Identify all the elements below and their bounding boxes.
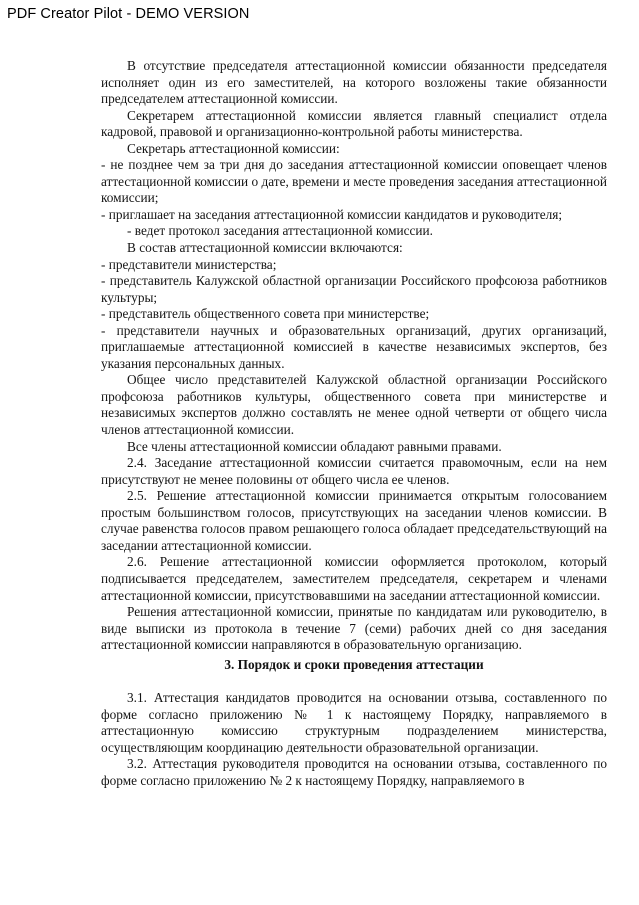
list-item-notify-members: - не позднее чем за три дня до заседания аттестационной комиссии оповещает членов аттестационной комиссии о дате, времени и месте проведения заседания аттестационной комиссии; <box>101 157 607 206</box>
clause-3-1: 3.1. Аттестация кандидатов проводится на основании отзыва, составленного по форме согласно приложению № 1 к настоящему Порядку, направляемого в аттестационную комиссию структурным подразделением министерства, осуществляющим координацию деятельности образовательной организации. <box>101 690 607 755</box>
paragraph-secretary-appointment: Секретарем аттестационной комиссии является главный специалист отдела кадровой, правовой и организационно-контрольной работы министерства. <box>101 107 607 140</box>
list-item-public-council-representative: - представитель общественного совета при министерстве; <box>101 306 430 322</box>
demo-watermark: PDF Creator Pilot - DEMO VERSION <box>7 6 250 22</box>
paragraph-quarter-requirement: Общее число представителей Калужской областной организации Российского профсоюза работников культуры, общественного совета при министерстве и независимых экспертов должно составлять не менее одной четверти от общего числа членов аттестационной комиссии. <box>101 372 607 438</box>
document-page <box>101 58 607 790</box>
paragraph-secretary-duties-intro: Секретарь аттестационной комиссии: <box>127 140 340 156</box>
paragraph-equal-rights: Все члены аттестационной комиссии обладают равными правами. <box>127 438 502 454</box>
clause-2-6: 2.6. Решение аттестационной комиссии оформляется протоколом, который подписывается председателем, заместителем председателя, секретарем и членами аттестационной комиссии, присутствовавшими на заседании аттестационной комиссии. <box>101 554 607 603</box>
list-item-ministry-representatives: - представители министерства; <box>101 256 277 272</box>
clause-2-4: 2.4. Заседание аттестационной комиссии считается правомочным, если на нем присутствуют не менее половины от общего числа ее членов. <box>101 455 607 487</box>
list-item-independent-experts: - представители научных и образовательных организаций, других организаций, приглашаемые аттестационной комиссией в качестве независимых экспертов, без указания персональных данных. <box>101 322 607 371</box>
paragraph-decisions-sent: Решения аттестационной комиссии, принятые по кандидатам или руководителю, в виде выписки из протокола в течение 7 (семи) рабочих дней со дня заседания аттестационной комиссии направляются в образовательную организацию. <box>101 604 607 653</box>
clause-2-5: 2.5. Решение аттестационной комиссии принимается открытым голосованием простым большинством голосов, присутствующих на заседании членов комиссии. В случае равенства голосов правом решающего голоса обладает председательствующий на заседании аттестационной комиссии. <box>101 488 607 553</box>
list-item-union-representative: - представитель Калужской областной организации Российского профсоюза работников культуры; <box>101 273 607 305</box>
clause-3-2: 3.2. Аттестация руководителя проводится на основании отзыва, составленного по форме согласно приложению № 2 к настоящему Порядку, направляемого в <box>101 756 607 788</box>
paragraph-composition-intro: В состав аттестационной комиссии включаются: <box>127 240 403 256</box>
paragraph-chairman-absence: В отсутствие председателя аттестационной комиссии обязанности председателя исполняет один из его заместителей, на которого возложены такие обязанности председателем аттестационной комиссии. <box>101 58 607 107</box>
list-item-invite-candidates: - приглашает на заседания аттестационной комиссии кандидатов и руководителя; <box>101 206 563 222</box>
list-item-keep-minutes: - ведет протокол заседания аттестационной комиссии. <box>127 223 433 239</box>
section-heading-3: 3. Порядок и сроки проведения аттестации <box>224 656 484 672</box>
